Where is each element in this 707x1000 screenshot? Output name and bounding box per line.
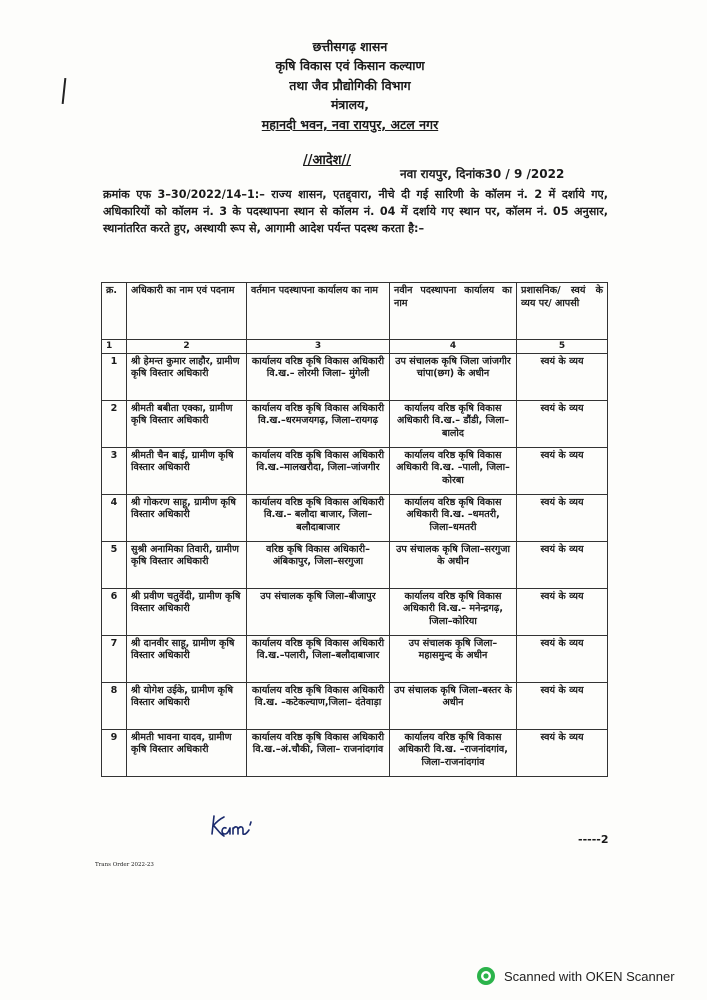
new-posting-cell: उप संचालक कृषि जिला–बस्तर के अधीन [390, 682, 517, 729]
transfer-type-cell: स्वयं के व्यय [517, 353, 608, 400]
current-posting-cell: कार्यालय वरिष्ठ कृषि विकास अधिकारी वि.ख. –कटेकल्याण,जिला– दंतेवाड़ा [247, 682, 390, 729]
order-paragraph: क्रमांक एफ 3–30/2022/14–1:– राज्य शासन, एतद्द्वारा, नीचे दी गई सारिणी के कॉलम नं. 2 में दर्शाये गए, अधिकारियों को कॉलम नं. 3 के पदस्थापना स्थान से कॉलम नं. 04 में दर्शाये गए स्थान पर, कॉलम नं. 05 अनुसार, स्थानांतरित करते हुए, अस्थायी रूप से, आगामी आदेश पर्यन्त पदस्थ करता है:– [103, 188, 608, 235]
scanner-text: Scanned with OKEN Scanner [504, 968, 675, 984]
new-posting-cell: उप संचालक कृषि जिला– महासमुन्द के अधीन [390, 635, 517, 682]
letterhead [215, 37, 485, 134]
new-posting-cell: कार्यालय वरिष्ठ कृषि विकास अधिकारी वि.ख.– मनेन्द्रगढ़, जिला–कोरिया [390, 588, 517, 635]
officer-name-cell: श्री दानवीर साहू, ग्रामीण कृषि विस्तार अधिकारी [127, 635, 247, 682]
header-line-2: कृषि विकास एवं किसान कल्याण [275, 58, 425, 74]
serial-number-cell: 1 [102, 353, 127, 400]
transfer-table [101, 282, 608, 777]
officer-name-cell: सुश्री अनामिका तिवारी, ग्रामीण कृषि विस्तार अधिकारी [127, 541, 247, 588]
transfer-type-cell: स्वयं के व्यय [517, 494, 608, 541]
page-continuation: -----2 [578, 833, 609, 846]
current-posting-cell: कार्यालय वरिष्ठ कृषि विकास अधिकारी वि.ख.– बलौदा बाजार, जिला–बलौदाबाजार [247, 494, 390, 541]
transfer-type-cell: स्वयं के व्यय [517, 400, 608, 447]
table-row [102, 494, 608, 541]
table-row [102, 541, 608, 588]
table-header-row [102, 283, 608, 340]
table-row [102, 400, 608, 447]
date-year: /2022 [526, 167, 565, 181]
date-separator: / [505, 167, 510, 181]
table-row [102, 447, 608, 494]
serial-number-cell: 7 [102, 635, 127, 682]
officer-name-cell: श्रीमती चैन बाई, ग्रामीण कृषि विस्तार अधिकारी [127, 447, 247, 494]
serial-number-cell: 3 [102, 447, 127, 494]
officer-name-cell: श्रीमती बबीता एक्का, ग्रामीण कृषि विस्तार अधिकारी [127, 400, 247, 447]
current-posting-cell: वरिष्ठ कृषि विकास अधिकारी–अंबिकापुर, जिला–सरगुजा [247, 541, 390, 588]
serial-number-cell: 2 [102, 400, 127, 447]
column-number: 2 [127, 340, 247, 354]
current-posting-cell: कार्यालय वरिष्ठ कृषि विकास अधिकारी वि.ख.–धरमजयगढ़, जिला–रायगढ़ [247, 400, 390, 447]
serial-number-cell: 4 [102, 494, 127, 541]
table-row [102, 682, 608, 729]
scanner-watermark [476, 966, 675, 986]
new-posting-cell: कार्यालय वरिष्ठ कृषि विकास अधिकारी वि.ख.– डौंडी, जिला– बालोद [390, 400, 517, 447]
new-posting-cell: कार्यालय वरिष्ठ कृषि विकास अधिकारी वि.ख. –धमतरी, जिला–धमतरी [390, 494, 517, 541]
serial-number-cell: 6 [102, 588, 127, 635]
transfer-type-cell: स्वयं के व्यय [517, 729, 608, 776]
column-number: 5 [517, 340, 608, 354]
officer-name-cell: श्रीमती भावना यादव, ग्रामीण कृषि विस्तार अधिकारी [127, 729, 247, 776]
header-cell: वर्तमान पदस्थापना कार्यालय का नाम [247, 283, 390, 340]
header-cell: प्रशासनिक/ स्वयं के व्यय पर/ आपसी [517, 283, 608, 340]
current-posting-cell: कार्यालय वरिष्ठ कृषि विकास अधिकारी वि.ख.–मालखरौदा, जिला–जांजगीर [247, 447, 390, 494]
signature [208, 812, 268, 842]
current-posting-cell: कार्यालय वरिष्ठ कृषि विकास अधिकारी वि.ख.–अं.चौकी, जिला– राजनांदगांव [247, 729, 390, 776]
officer-name-cell: श्री प्रवीण चतुर्वेदी, ग्रामीण कृषि विस्तार अधिकारी [127, 588, 247, 635]
officer-name-cell: श्री हेमन्त कुमार लाहौर, ग्रामीण कृषि विस्तार अधिकारी [127, 353, 247, 400]
column-number-row [102, 340, 608, 354]
transfer-type-cell: स्वयं के व्यय [517, 682, 608, 729]
margin-mark [62, 78, 67, 104]
table-row [102, 588, 608, 635]
new-posting-cell: कार्यालय वरिष्ठ कृषि विकास अधिकारी वि.ख. –राजनांदगांव, जिला–राजनांदगांव [390, 729, 517, 776]
table-row [102, 635, 608, 682]
table-row [102, 353, 608, 400]
officer-name-cell: श्री योगेश उईके, ग्रामीण कृषि विस्तार अधिकारी [127, 682, 247, 729]
date-month: 9 [514, 167, 523, 181]
serial-number-cell: 5 [102, 541, 127, 588]
column-number: 3 [247, 340, 390, 354]
oken-scanner-logo-icon [476, 966, 496, 986]
serial-number-cell: 9 [102, 729, 127, 776]
header-line-1: छत्तीसगढ़ शासन [312, 39, 388, 54]
footer-code: Trans Order 2022-23 [95, 862, 154, 868]
order-title: //आदेश// [303, 153, 352, 168]
date-day: 30 [484, 167, 502, 181]
transfer-type-cell: स्वयं के व्यय [517, 447, 608, 494]
new-posting-cell: उप संचालक कृषि जिला जांजगीर चांपा(छग) के अधीन [390, 353, 517, 400]
column-number: 1 [102, 340, 127, 354]
header-cell: नवीन पदस्थापना कार्यालय का नाम [390, 283, 517, 340]
current-posting-cell: कार्यालय वरिष्ठ कृषि विकास अधिकारी वि.ख.–पलारी, जिला–बलौदाबाजार [247, 635, 390, 682]
table-row [102, 729, 608, 776]
header-cell: क्र. [102, 283, 127, 340]
serial-number-cell: 8 [102, 682, 127, 729]
header-line-5: महानदी भवन, नवा रायपुर, अटल नगर [261, 116, 439, 132]
new-posting-cell: कार्यालय वरिष्ठ कृषि विकास अधिकारी वि.ख. –पाली, जिला–कोरबा [390, 447, 517, 494]
column-number: 4 [390, 340, 517, 354]
transfer-type-cell: स्वयं के व्यय [517, 588, 608, 635]
transfer-type-cell: स्वयं के व्यय [517, 635, 608, 682]
officer-name-cell: श्री गोकरण साहू, ग्रामीण कृषि विस्तार अधिकारी [127, 494, 247, 541]
header-line-4: मंत्रालय, [330, 97, 370, 113]
header-line-3: तथा जैव प्रौद्योगिकी विभाग [289, 77, 411, 93]
date-prefix: नवा रायपुर, दिनांक [400, 167, 485, 181]
new-posting-cell: उप संचालक कृषि जिला–सरगुजा के अधीन [390, 541, 517, 588]
header-cell: अधिकारी का नाम एवं पदनाम [127, 283, 247, 340]
transfer-type-cell: स्वयं के व्यय [517, 541, 608, 588]
current-posting-cell: उप संचालक कृषि जिला–बीजापुर [247, 588, 390, 635]
current-posting-cell: कार्यालय वरिष्ठ कृषि विकास अधिकारी वि.ख.– लोरमी जिला– मुंगेली [247, 353, 390, 400]
order-date [400, 165, 564, 182]
